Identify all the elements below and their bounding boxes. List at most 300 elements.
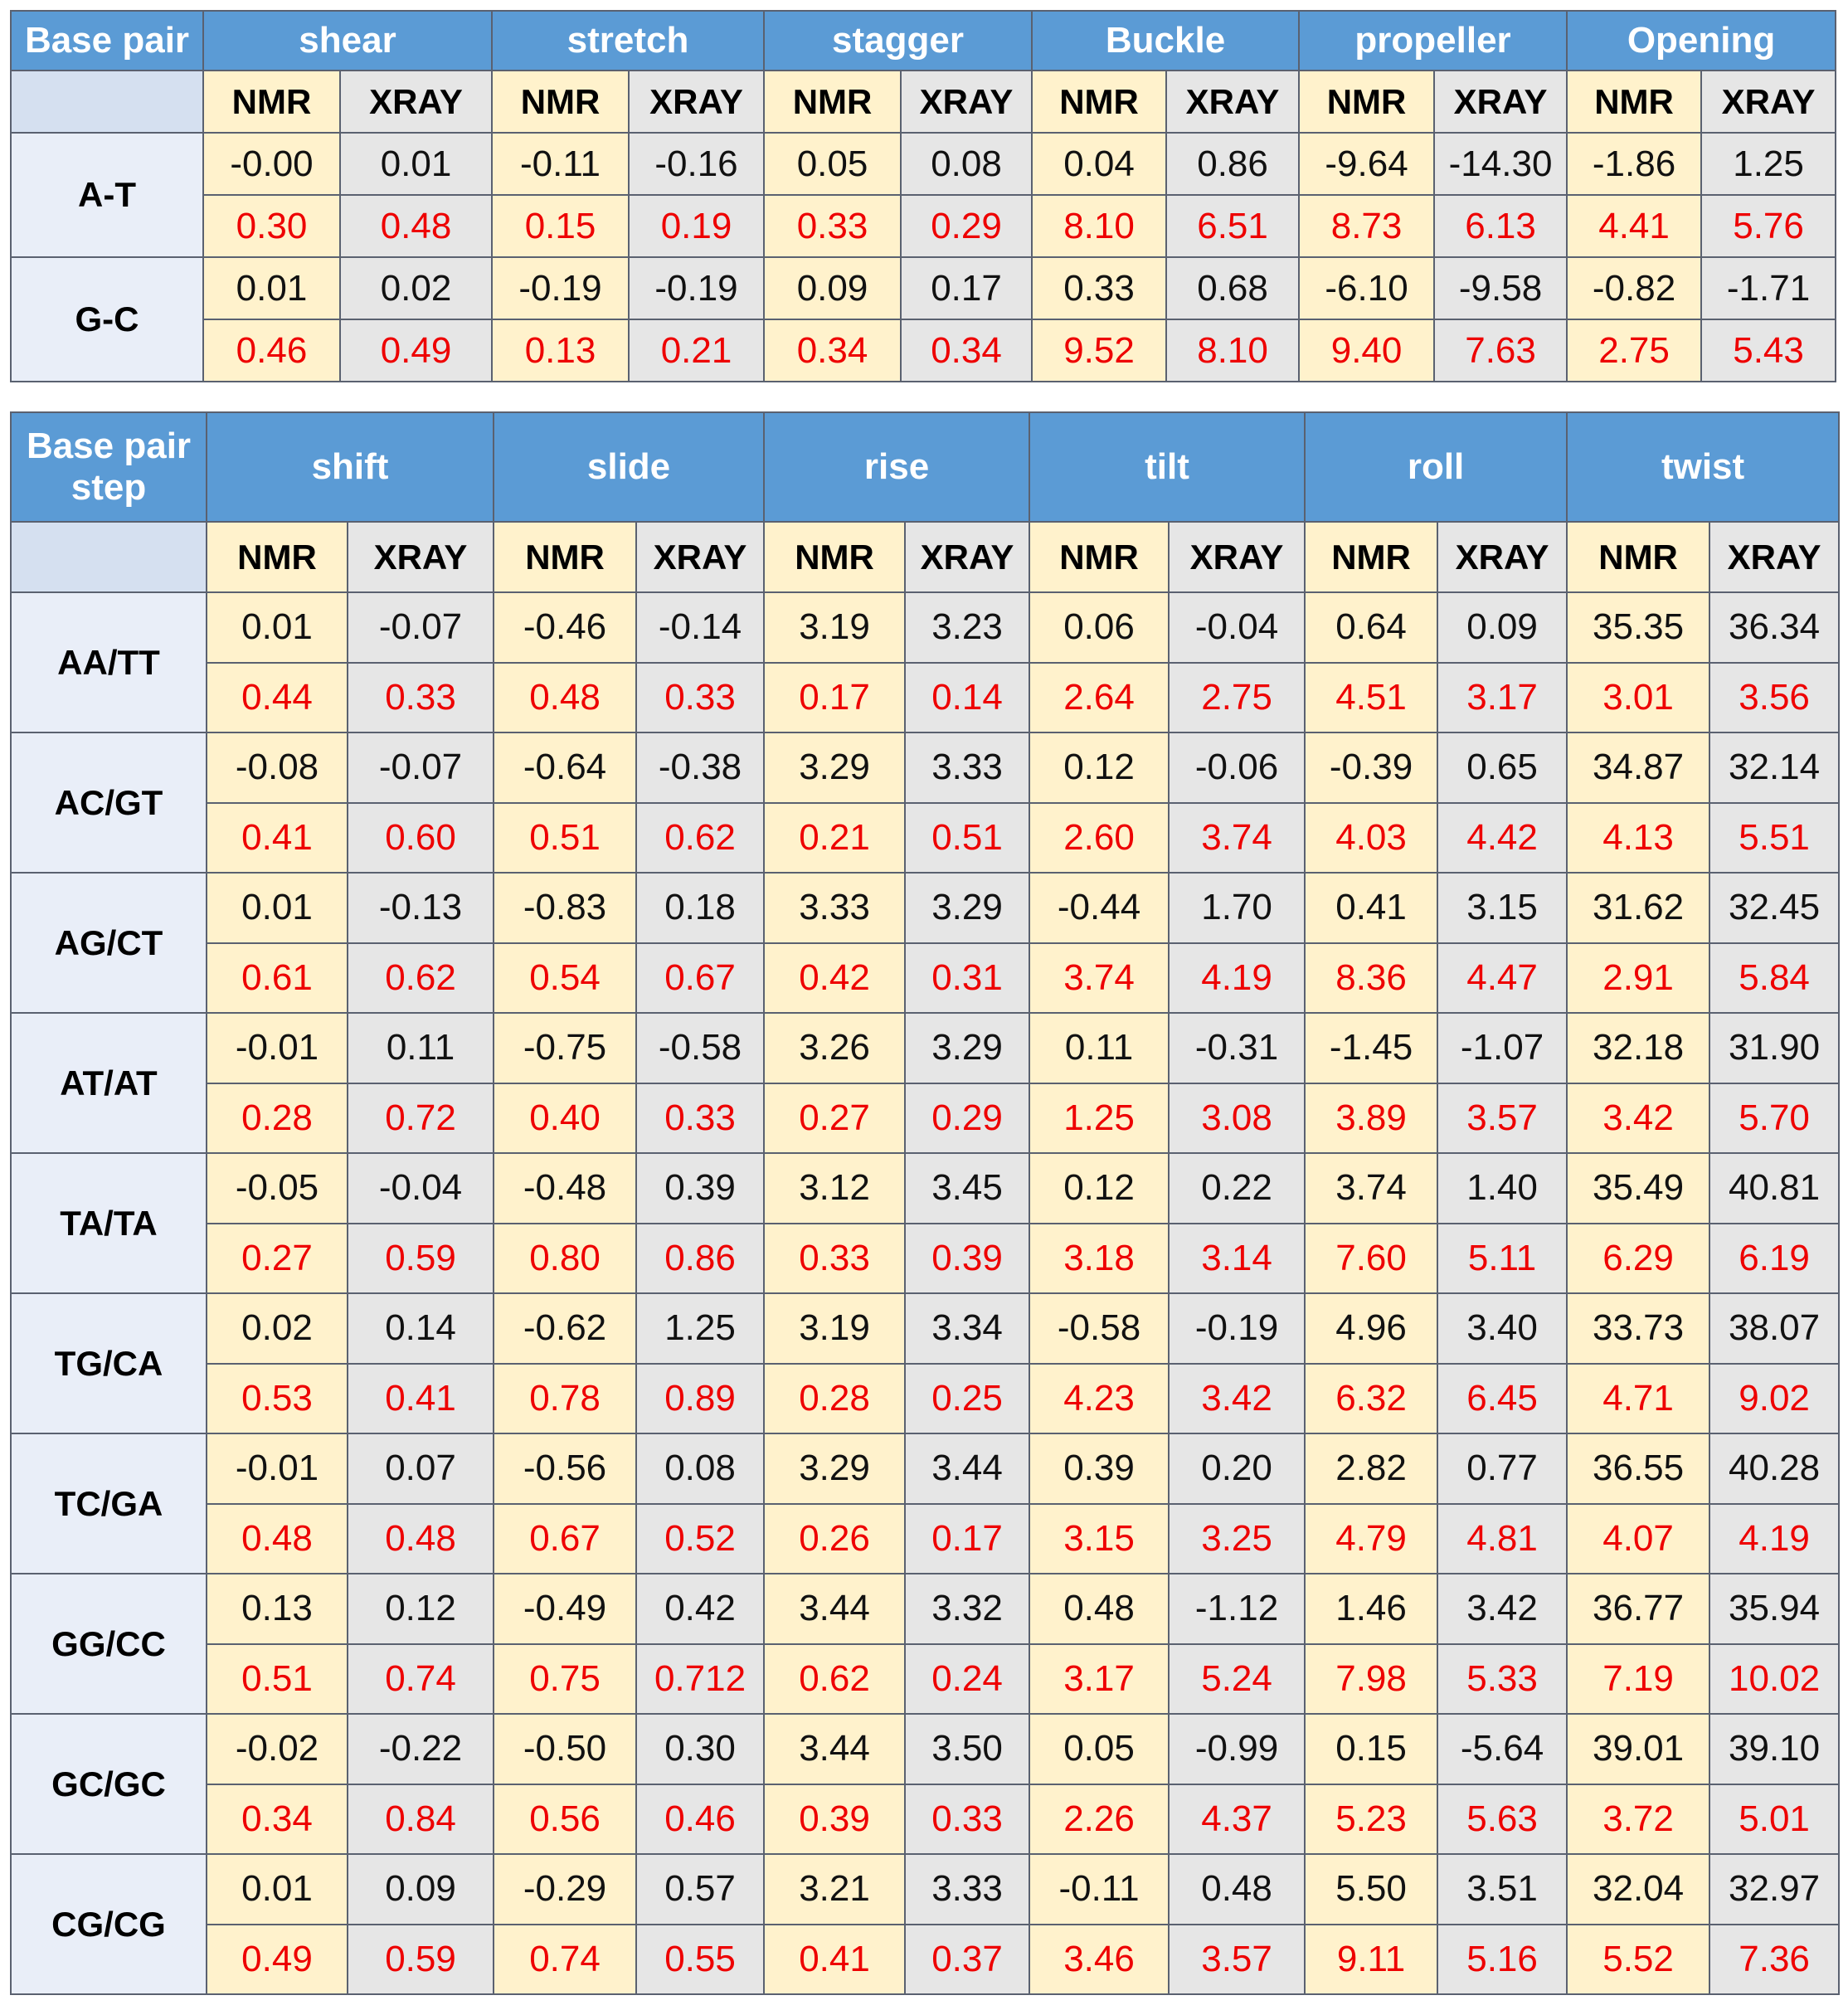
std-dev-value-cell: 7.98 [1305,1644,1437,1715]
std-dev-value-cell: 0.21 [629,319,764,382]
mean-value-cell: -0.49 [494,1574,636,1644]
method-header-nmr: NMR [1029,522,1169,592]
method-header-nmr: NMR [1299,71,1434,133]
mean-value-cell: 40.28 [1709,1433,1839,1504]
std-dev-value-cell: 0.49 [207,1925,348,1995]
mean-value-cell: 0.33 [1032,257,1166,319]
std-dev-value-cell: 0.62 [636,803,764,874]
mean-value-cell: 0.08 [636,1433,764,1504]
base-pair-step-table-header [11,412,1839,592]
row-label: AC/GT [11,732,207,873]
mean-value-cell: -0.29 [494,1854,636,1925]
parameter-header: rise [764,412,1029,522]
mean-value-cell: 0.12 [1029,1153,1169,1224]
mean-value-cell: 35.35 [1567,592,1709,663]
std-dev-value-cell: 4.37 [1169,1784,1305,1855]
std-dev-value-cell: 0.72 [348,1083,494,1154]
mean-value-cell: 3.26 [764,1013,905,1083]
mean-value-cell: 3.33 [764,873,905,943]
std-dev-value-cell: 0.59 [348,1925,494,1995]
mean-value-cell: 0.41 [1305,873,1437,943]
method-header-xray: XRAY [1169,522,1305,592]
std-dev-value-cell: 0.29 [901,195,1032,257]
std-dev-value-cell: 4.19 [1709,1504,1839,1574]
std-dev-value-cell: 4.47 [1437,943,1567,1014]
std-dev-value-cell: 7.36 [1709,1925,1839,1995]
mean-value-cell: 4.96 [1305,1293,1437,1364]
mean-value-cell: -1.07 [1437,1013,1567,1083]
table-row-sd [11,1644,1839,1715]
std-dev-value-cell: 0.17 [764,663,905,733]
mean-value-cell: 36.34 [1709,592,1839,663]
mean-value-cell: 36.55 [1567,1433,1709,1504]
mean-value-cell: 32.18 [1567,1013,1709,1083]
std-dev-value-cell: 0.67 [494,1504,636,1574]
mean-value-cell: 1.46 [1305,1574,1437,1644]
mean-value-cell: -0.44 [1029,873,1169,943]
std-dev-value-cell: 0.34 [764,319,901,382]
std-dev-value-cell: 0.48 [494,663,636,733]
mean-value-cell: 1.40 [1437,1153,1567,1224]
std-dev-value-cell: 0.33 [636,663,764,733]
table-row-sd [11,1083,1839,1154]
std-dev-value-cell: 0.62 [348,943,494,1014]
std-dev-value-cell: 5.70 [1709,1083,1839,1154]
std-dev-value-cell: 0.37 [905,1925,1029,1995]
mean-value-cell: -0.58 [1029,1293,1169,1364]
std-dev-value-cell: 0.61 [207,943,348,1014]
table-row-mean [11,1854,1839,1925]
std-dev-value-cell: 2.75 [1169,663,1305,733]
std-dev-value-cell: 0.34 [901,319,1032,382]
mean-value-cell: 3.19 [764,1293,905,1364]
mean-value-cell: 3.15 [1437,873,1567,943]
row-label: GC/GC [11,1714,207,1854]
std-dev-value-cell: 0.33 [636,1083,764,1154]
std-dev-value-cell: 0.33 [764,1224,905,1294]
std-dev-value-cell: 0.34 [207,1784,348,1855]
mean-value-cell: 0.02 [207,1293,348,1364]
std-dev-value-cell: 0.14 [905,663,1029,733]
std-dev-value-cell: 0.25 [905,1364,1029,1434]
std-dev-value-cell: 3.72 [1567,1784,1709,1855]
base-pair-step-table [10,411,1840,1995]
std-dev-value-cell: 0.24 [905,1644,1029,1715]
std-dev-value-cell: 7.19 [1567,1644,1709,1715]
std-dev-value-cell: 4.81 [1437,1504,1567,1574]
method-header-xray: XRAY [905,522,1029,592]
method-header-nmr: NMR [1567,522,1709,592]
mean-value-cell: 3.29 [764,732,905,803]
row-label: GG/CC [11,1574,207,1714]
table-row-mean [11,133,1836,195]
std-dev-value-cell: 4.79 [1305,1504,1437,1574]
mean-value-cell: -0.04 [1169,592,1305,663]
std-dev-value-cell: 3.57 [1437,1083,1567,1154]
mean-value-cell: -0.46 [494,592,636,663]
table-row-sd [11,1364,1839,1434]
std-dev-value-cell: 5.16 [1437,1925,1567,1995]
mean-value-cell: 35.49 [1567,1153,1709,1224]
std-dev-value-cell: 4.51 [1305,663,1437,733]
mean-value-cell: 32.97 [1709,1854,1839,1925]
std-dev-value-cell: 8.10 [1166,319,1299,382]
std-dev-value-cell: 0.26 [764,1504,905,1574]
std-dev-value-cell: 6.29 [1567,1224,1709,1294]
row-label: TA/TA [11,1153,207,1293]
std-dev-value-cell: 4.23 [1029,1364,1169,1434]
table-row-mean [11,1574,1839,1644]
std-dev-value-cell: 2.75 [1567,319,1701,382]
std-dev-value-cell: 0.39 [764,1784,905,1855]
std-dev-value-cell: 0.28 [207,1083,348,1154]
std-dev-value-cell: 2.26 [1029,1784,1169,1855]
method-header-xray: XRAY [636,522,764,592]
mean-value-cell: -0.00 [203,133,340,195]
row-label: AT/AT [11,1013,207,1153]
table-row-sd [11,1504,1839,1574]
mean-value-cell: 0.15 [1305,1714,1437,1784]
row-label: G-C [11,257,203,382]
method-header-xray: XRAY [1701,71,1836,133]
std-dev-value-cell: 5.33 [1437,1644,1567,1715]
parameter-header: stretch [492,11,764,71]
table-row-sd [11,195,1836,257]
method-header-nmr: NMR [1305,522,1437,592]
std-dev-value-cell: 3.08 [1169,1083,1305,1154]
mean-value-cell: 0.30 [636,1714,764,1784]
table-row-mean [11,873,1839,943]
std-dev-value-cell: 3.01 [1567,663,1709,733]
mean-value-cell: -0.19 [629,257,764,319]
std-dev-value-cell: 3.25 [1169,1504,1305,1574]
method-header-nmr: NMR [764,71,901,133]
table-row-mean [11,257,1836,319]
mean-value-cell: -0.05 [207,1153,348,1224]
mean-value-cell: 0.09 [764,257,901,319]
mean-value-cell: -0.62 [494,1293,636,1364]
std-dev-value-cell: 0.33 [764,195,901,257]
std-dev-value-cell: 0.62 [764,1644,905,1715]
mean-value-cell: -9.64 [1299,133,1434,195]
std-dev-value-cell: 5.01 [1709,1784,1839,1855]
std-dev-value-cell: 3.14 [1169,1224,1305,1294]
std-dev-value-cell: 0.13 [492,319,629,382]
std-dev-value-cell: 0.17 [905,1504,1029,1574]
mean-value-cell: 0.14 [348,1293,494,1364]
mean-value-cell: 0.01 [203,257,340,319]
std-dev-value-cell: 5.84 [1709,943,1839,1014]
std-dev-value-cell: 2.91 [1567,943,1709,1014]
std-dev-value-cell: 0.86 [636,1224,764,1294]
std-dev-value-cell: 0.46 [636,1784,764,1855]
mean-value-cell: 3.12 [764,1153,905,1224]
mean-value-cell: 0.01 [207,1854,348,1925]
std-dev-value-cell: 0.49 [340,319,492,382]
mean-value-cell: 1.70 [1169,873,1305,943]
method-header-xray: XRAY [1437,522,1567,592]
method-header-xray: XRAY [1709,522,1839,592]
mean-value-cell: -6.10 [1299,257,1434,319]
header-row-parameters [11,412,1839,522]
parameter-header: propeller [1299,11,1567,71]
mean-value-cell: 1.25 [636,1293,764,1364]
std-dev-value-cell: 0.59 [348,1224,494,1294]
std-dev-value-cell: 0.56 [494,1784,636,1855]
std-dev-value-cell: 0.712 [636,1644,764,1715]
mean-value-cell: -0.22 [348,1714,494,1784]
std-dev-value-cell: 9.40 [1299,319,1434,382]
std-dev-value-cell: 0.19 [629,195,764,257]
corner-label: Base pair [11,11,203,71]
mean-value-cell: 31.62 [1567,873,1709,943]
std-dev-value-cell: 4.42 [1437,803,1567,874]
mean-value-cell: 0.86 [1166,133,1299,195]
std-dev-value-cell: 0.51 [905,803,1029,874]
mean-value-cell: -0.16 [629,133,764,195]
mean-value-cell: 3.19 [764,592,905,663]
mean-value-cell: -0.02 [207,1714,348,1784]
mean-value-cell: -1.71 [1701,257,1836,319]
table-row-sd [11,1224,1839,1294]
table-row-mean [11,1714,1839,1784]
base-pair-table [10,10,1836,382]
std-dev-value-cell: 0.52 [636,1504,764,1574]
mean-value-cell: 2.82 [1305,1433,1437,1504]
table-row-mean [11,1433,1839,1504]
std-dev-value-cell: 0.51 [494,803,636,874]
parameter-header: slide [494,412,764,522]
std-dev-value-cell: 3.74 [1169,803,1305,874]
std-dev-value-cell: 3.17 [1029,1644,1169,1715]
std-dev-value-cell: 0.33 [905,1784,1029,1855]
mean-value-cell: -1.12 [1169,1574,1305,1644]
mean-value-cell: 3.40 [1437,1293,1567,1364]
mean-value-cell: -0.04 [348,1153,494,1224]
table-row-mean [11,592,1839,663]
method-header-nmr: NMR [492,71,629,133]
std-dev-value-cell: 0.15 [492,195,629,257]
parameter-header: Buckle [1032,11,1299,71]
blank-corner-cell [11,71,203,133]
std-dev-value-cell: 5.76 [1701,195,1836,257]
std-dev-value-cell: 8.10 [1032,195,1166,257]
mean-value-cell: 0.48 [1169,1854,1305,1925]
mean-value-cell: 0.01 [340,133,492,195]
mean-value-cell: 40.81 [1709,1153,1839,1224]
std-dev-value-cell: 0.41 [764,1925,905,1995]
std-dev-value-cell: 0.55 [636,1925,764,1995]
std-dev-value-cell: 0.42 [764,943,905,1014]
std-dev-value-cell: 10.02 [1709,1644,1839,1715]
mean-value-cell: -0.19 [1169,1293,1305,1364]
mean-value-cell: -0.13 [348,873,494,943]
std-dev-value-cell: 8.73 [1299,195,1434,257]
mean-value-cell: 0.13 [207,1574,348,1644]
mean-value-cell: 0.57 [636,1854,764,1925]
std-dev-value-cell: 3.42 [1567,1083,1709,1154]
method-header-nmr: NMR [1567,71,1701,133]
std-dev-value-cell: 3.46 [1029,1925,1169,1995]
mean-value-cell: 3.34 [905,1293,1029,1364]
std-dev-value-cell: 9.52 [1032,319,1166,382]
std-dev-value-cell: 4.13 [1567,803,1709,874]
table-row-sd [11,319,1836,382]
parameter-header: tilt [1029,412,1305,522]
mean-value-cell: 3.32 [905,1574,1029,1644]
std-dev-value-cell: 6.51 [1166,195,1299,257]
std-dev-value-cell: 0.67 [636,943,764,1014]
std-dev-value-cell: 0.75 [494,1644,636,1715]
method-header-xray: XRAY [901,71,1032,133]
parameter-header: stagger [764,11,1032,71]
std-dev-value-cell: 2.64 [1029,663,1169,733]
base-pair-step-table-body [11,592,1839,1994]
mean-value-cell: 0.11 [348,1013,494,1083]
std-dev-value-cell: 8.36 [1305,943,1437,1014]
std-dev-value-cell: 0.48 [340,195,492,257]
method-header-xray: XRAY [629,71,764,133]
std-dev-value-cell: 7.60 [1305,1224,1437,1294]
std-dev-value-cell: 2.60 [1029,803,1169,874]
mean-value-cell: 32.45 [1709,873,1839,943]
mean-value-cell: -0.14 [636,592,764,663]
mean-value-cell: -0.07 [348,732,494,803]
header-row-methods [11,522,1839,592]
mean-value-cell: 3.42 [1437,1574,1567,1644]
mean-value-cell: 31.90 [1709,1013,1839,1083]
mean-value-cell: 38.07 [1709,1293,1839,1364]
mean-value-cell: 0.09 [348,1854,494,1925]
table-row-sd [11,1784,1839,1855]
mean-value-cell: -0.01 [207,1433,348,1504]
std-dev-value-cell: 0.27 [207,1224,348,1294]
std-dev-value-cell: 5.24 [1169,1644,1305,1715]
std-dev-value-cell: 0.53 [207,1364,348,1434]
table-row-sd [11,943,1839,1014]
mean-value-cell: -0.06 [1169,732,1305,803]
mean-value-cell: 3.29 [764,1433,905,1504]
mean-value-cell: -0.75 [494,1013,636,1083]
std-dev-value-cell: 0.78 [494,1364,636,1434]
parameter-header: shift [207,412,494,522]
method-header-nmr: NMR [207,522,348,592]
mean-value-cell: 0.18 [636,873,764,943]
mean-value-cell: 0.05 [1029,1714,1169,1784]
std-dev-value-cell: 0.33 [348,663,494,733]
mean-value-cell: -0.48 [494,1153,636,1224]
std-dev-value-cell: 0.28 [764,1364,905,1434]
std-dev-value-cell: 0.51 [207,1644,348,1715]
mean-value-cell: 0.06 [1029,592,1169,663]
std-dev-value-cell: 5.51 [1709,803,1839,874]
mean-value-cell: 0.17 [901,257,1032,319]
std-dev-value-cell: 5.63 [1437,1784,1567,1855]
std-dev-value-cell: 3.17 [1437,663,1567,733]
mean-value-cell: -0.58 [636,1013,764,1083]
method-header-nmr: NMR [764,522,905,592]
mean-value-cell: -0.31 [1169,1013,1305,1083]
std-dev-value-cell: 0.30 [203,195,340,257]
std-dev-value-cell: 3.42 [1169,1364,1305,1434]
table-row-mean [11,732,1839,803]
mean-value-cell: 3.33 [905,732,1029,803]
row-label: CG/CG [11,1854,207,1994]
mean-value-cell: -5.64 [1437,1714,1567,1784]
mean-value-cell: -0.11 [492,133,629,195]
mean-value-cell: -0.19 [492,257,629,319]
mean-value-cell: 32.14 [1709,732,1839,803]
parameter-header: shear [203,11,492,71]
mean-value-cell: 3.21 [764,1854,905,1925]
std-dev-value-cell: 6.13 [1434,195,1567,257]
std-dev-value-cell: 0.21 [764,803,905,874]
row-label: AG/CT [11,873,207,1013]
mean-value-cell: 3.45 [905,1153,1029,1224]
std-dev-value-cell: 3.89 [1305,1083,1437,1154]
mean-value-cell: 3.51 [1437,1854,1567,1925]
parameter-header: Opening [1567,11,1836,71]
mean-value-cell: 32.04 [1567,1854,1709,1925]
table-row-sd [11,803,1839,874]
std-dev-value-cell: 3.57 [1169,1925,1305,1995]
method-header-nmr: NMR [203,71,340,133]
mean-value-cell: 3.29 [905,873,1029,943]
std-dev-value-cell: 6.32 [1305,1364,1437,1434]
std-dev-value-cell: 5.11 [1437,1224,1567,1294]
table-row-sd [11,663,1839,733]
std-dev-value-cell: 0.31 [905,943,1029,1014]
mean-value-cell: 34.87 [1567,732,1709,803]
mean-value-cell: 0.39 [636,1153,764,1224]
method-header-xray: XRAY [348,522,494,592]
std-dev-value-cell: 5.23 [1305,1784,1437,1855]
mean-value-cell: 36.77 [1567,1574,1709,1644]
std-dev-value-cell: 4.71 [1567,1364,1709,1434]
row-label: AA/TT [11,592,207,732]
mean-value-cell: 33.73 [1567,1293,1709,1364]
std-dev-value-cell: 0.41 [348,1364,494,1434]
std-dev-value-cell: 6.45 [1437,1364,1567,1434]
mean-value-cell: -0.64 [494,732,636,803]
mean-value-cell: 0.48 [1029,1574,1169,1644]
parameter-header: roll [1305,412,1567,522]
method-header-xray: XRAY [1434,71,1567,133]
std-dev-value-cell: 0.27 [764,1083,905,1154]
mean-value-cell: 0.01 [207,592,348,663]
std-dev-value-cell: 4.41 [1567,195,1701,257]
mean-value-cell: -0.38 [636,732,764,803]
base-pair-table-header [11,11,1836,133]
std-dev-value-cell: 4.03 [1305,803,1437,874]
std-dev-value-cell: 1.25 [1029,1083,1169,1154]
mean-value-cell: -0.01 [207,1013,348,1083]
std-dev-value-cell: 3.18 [1029,1224,1169,1294]
header-row-methods [11,71,1836,133]
std-dev-value-cell: 0.41 [207,803,348,874]
mean-value-cell: 0.39 [1029,1433,1169,1504]
corner-label: Base pair step [11,412,207,522]
std-dev-value-cell: 9.11 [1305,1925,1437,1995]
std-dev-value-cell: 5.43 [1701,319,1836,382]
std-dev-value-cell: 3.15 [1029,1504,1169,1574]
mean-value-cell: 3.74 [1305,1153,1437,1224]
mean-value-cell: 0.64 [1305,592,1437,663]
std-dev-value-cell: 0.60 [348,803,494,874]
mean-value-cell: 0.65 [1437,732,1567,803]
mean-value-cell: 0.01 [207,873,348,943]
mean-value-cell: 3.29 [905,1013,1029,1083]
